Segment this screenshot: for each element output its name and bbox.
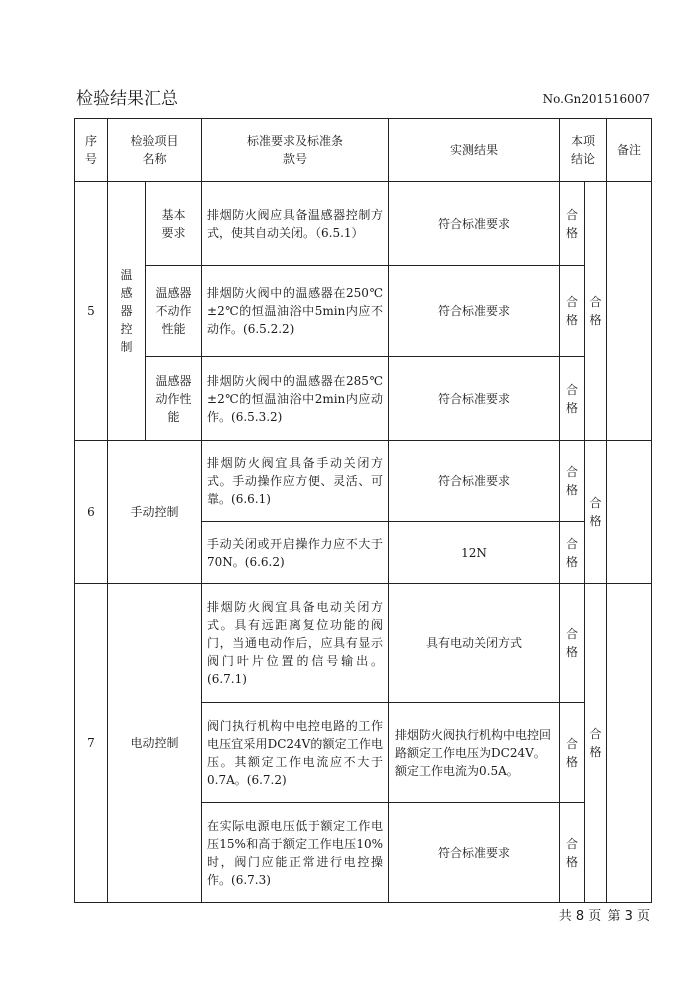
sub-item-cell: 温感器动作性能	[146, 357, 202, 441]
col-standard-header: 标准要求及标准条款号	[202, 119, 389, 182]
table-row	[75, 266, 652, 357]
result-cell: 符合标准要求	[389, 266, 560, 357]
requirement-cell: 排烟防火阀应具备温感器控制方式，使其自动关闭。（6.5.1）	[202, 182, 389, 266]
remark-cell	[607, 441, 652, 584]
result-cell: 符合标准要求	[389, 182, 560, 266]
seq-cell: 5	[75, 182, 108, 441]
result-cell: 符合标准要求	[389, 357, 560, 441]
total-pages: 共 8 页	[558, 909, 602, 924]
seq-cell: 6	[75, 441, 108, 584]
item-name-cell: 温感器控制	[108, 182, 146, 441]
requirement-cell: 排烟防火阀中的温感器在250℃±2℃的恒温油浴中5min内应不动作。(6.5.2.2)	[202, 266, 389, 357]
remark-cell	[607, 182, 652, 441]
col-conclusion-header: 本项结论	[560, 119, 607, 182]
col-remark-header: 备注	[607, 119, 652, 182]
group-conclusion-cell: 合格	[585, 182, 607, 441]
conclusion-cell: 合格	[560, 703, 585, 803]
table-row	[75, 584, 652, 703]
requirement-cell: 手动关闭或开启操作力应不大于70N。(6.6.2)	[202, 522, 389, 584]
remark-cell	[607, 584, 652, 903]
requirement-cell: 排烟防火阀宜具备电动关闭方式。具有远距离复位功能的阀门，当通电动作后，应具有显示阀门叶片位置的信号输出。(6.7.1)	[202, 584, 389, 703]
result-cell: 排烟防火阀执行机构中电控回路额定工作电压为DC24V。额定工作电流为0.5A。	[389, 703, 560, 803]
table-header-row	[75, 119, 652, 182]
results-table	[74, 118, 652, 903]
result-cell: 符合标准要求	[389, 441, 560, 522]
report-number: No.Gn201516007	[542, 92, 650, 106]
result-cell: 12N	[389, 522, 560, 584]
col-seq-header: 序号	[75, 119, 108, 182]
requirement-cell: 排烟防火阀宜具备手动关闭方式。手动操作应方便、灵活、可靠。(6.6.1)	[202, 441, 389, 522]
group-conclusion-cell: 合格	[585, 584, 607, 903]
item-name-cell: 电动控制	[108, 584, 202, 903]
result-cell: 符合标准要求	[389, 803, 560, 903]
conclusion-cell: 合格	[560, 182, 585, 266]
conclusion-cell: 合格	[560, 266, 585, 357]
requirement-cell: 排烟防火阀中的温感器在285℃±2℃的恒温油浴中2min内应动作。(6.5.3.2)	[202, 357, 389, 441]
sub-item-cell: 基本要求	[146, 182, 202, 266]
seq-cell: 7	[75, 584, 108, 903]
current-page: 第 3 页	[607, 909, 650, 924]
col-result-header: 实测结果	[389, 119, 560, 182]
col-item-header: 检验项目名称	[108, 119, 202, 182]
table-row	[75, 357, 652, 441]
result-cell: 具有电动关闭方式	[389, 584, 560, 703]
requirement-cell: 阀门执行机构中电控电路的工作电压宜采用DC24V的额定工作电压。其额定工作电流应不大于0.7A。(6.7.2)	[202, 703, 389, 803]
conclusion-cell: 合格	[560, 803, 585, 903]
sub-item-cell: 温感器不动作性能	[146, 266, 202, 357]
table-row	[75, 441, 652, 522]
conclusion-cell: 合格	[560, 441, 585, 522]
requirement-cell: 在实际电源电压低于额定工作电压15%和高于额定工作电压10%时，阀门应能正常进行电控操作。(6.7.3)	[202, 803, 389, 903]
table-row	[75, 182, 652, 266]
conclusion-cell: 合格	[560, 522, 585, 584]
group-conclusion-cell: 合格	[585, 441, 607, 584]
conclusion-cell: 合格	[560, 584, 585, 703]
item-name-cell: 手动控制	[108, 441, 202, 584]
conclusion-cell: 合格	[560, 357, 585, 441]
page-title: 检验结果汇总	[76, 89, 178, 109]
page-footer	[557, 905, 650, 924]
